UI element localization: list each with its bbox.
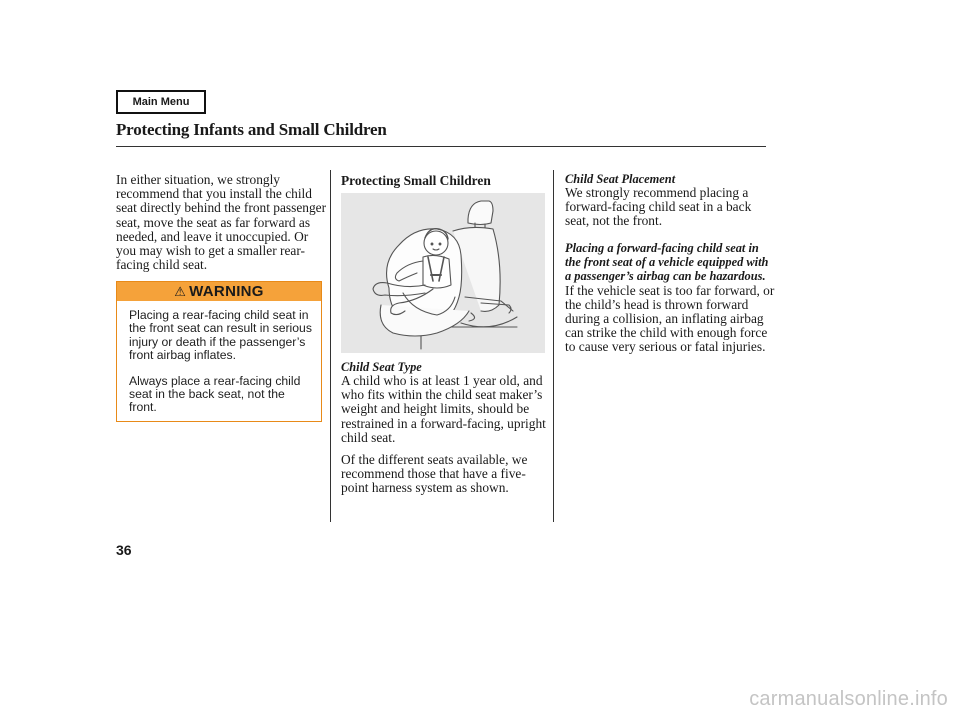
warning-box xyxy=(116,281,322,422)
warning-text-2: Always place a rear-facing child seat in the back seat, not the front. xyxy=(129,373,301,415)
warning-text-1: Placing a rear-facing child seat in the front seat can result in serious injury or death if the passenger’s front airbag inflates. xyxy=(129,308,312,363)
main-menu-button[interactable]: Main Menu xyxy=(116,90,206,114)
child-seat-placement-heading: Child Seat Placement xyxy=(565,172,676,186)
section-heading: Protecting Small Children xyxy=(341,173,491,188)
title-divider xyxy=(116,146,766,147)
child-seat-illustration xyxy=(341,193,545,353)
watermark: carmanualsonline.info xyxy=(749,688,948,710)
column2-paragraph-2: Of the different seats available, we recommend those that have a five-point harness system as shown. xyxy=(341,452,528,496)
page-title: Protecting Infants and Small Children xyxy=(116,120,387,139)
column-divider-1 xyxy=(330,170,331,522)
column3-paragraph-1: We strongly recommend placing a forward-facing child seat in a back seat, not the front. xyxy=(565,185,752,229)
child-seat-type-heading: Child Seat Type xyxy=(341,360,422,374)
column1-paragraph: In either situation, we strongly recommend that you install the child seat directly behind the front passenger seat, move the seat as far forward as needed, and leave it unoccupied. Or you may wish to get a smaller rear-facing child seat. xyxy=(116,172,327,273)
warning-header xyxy=(117,282,321,301)
column3-combined xyxy=(565,241,775,355)
child-seat-figure-icon xyxy=(341,193,545,353)
warning-label: WARNING xyxy=(189,283,264,300)
column2-paragraph-1: A child who is at least 1 year old, and who fits within the child seat maker’s weight and height limits, should be restrained in a forward-facing, upright child seat. xyxy=(341,373,546,445)
warning-triangle-icon: ⚠ xyxy=(174,283,187,299)
column3-paragraph-2: If the vehicle seat is too far forward, or the child’s head is thrown forward during a collision, an inflating airbag can strike the child with enough force to cause very serious or fatal injuries. xyxy=(565,282,775,355)
airbag-hazard-heading: Placing a forward-facing child seat in the front seat of a vehicle equipped with a passenger’s airbag can be hazardous. xyxy=(565,241,769,284)
page-number: 36 xyxy=(116,542,132,558)
warning-text xyxy=(117,301,321,415)
column-divider-2 xyxy=(553,170,554,522)
